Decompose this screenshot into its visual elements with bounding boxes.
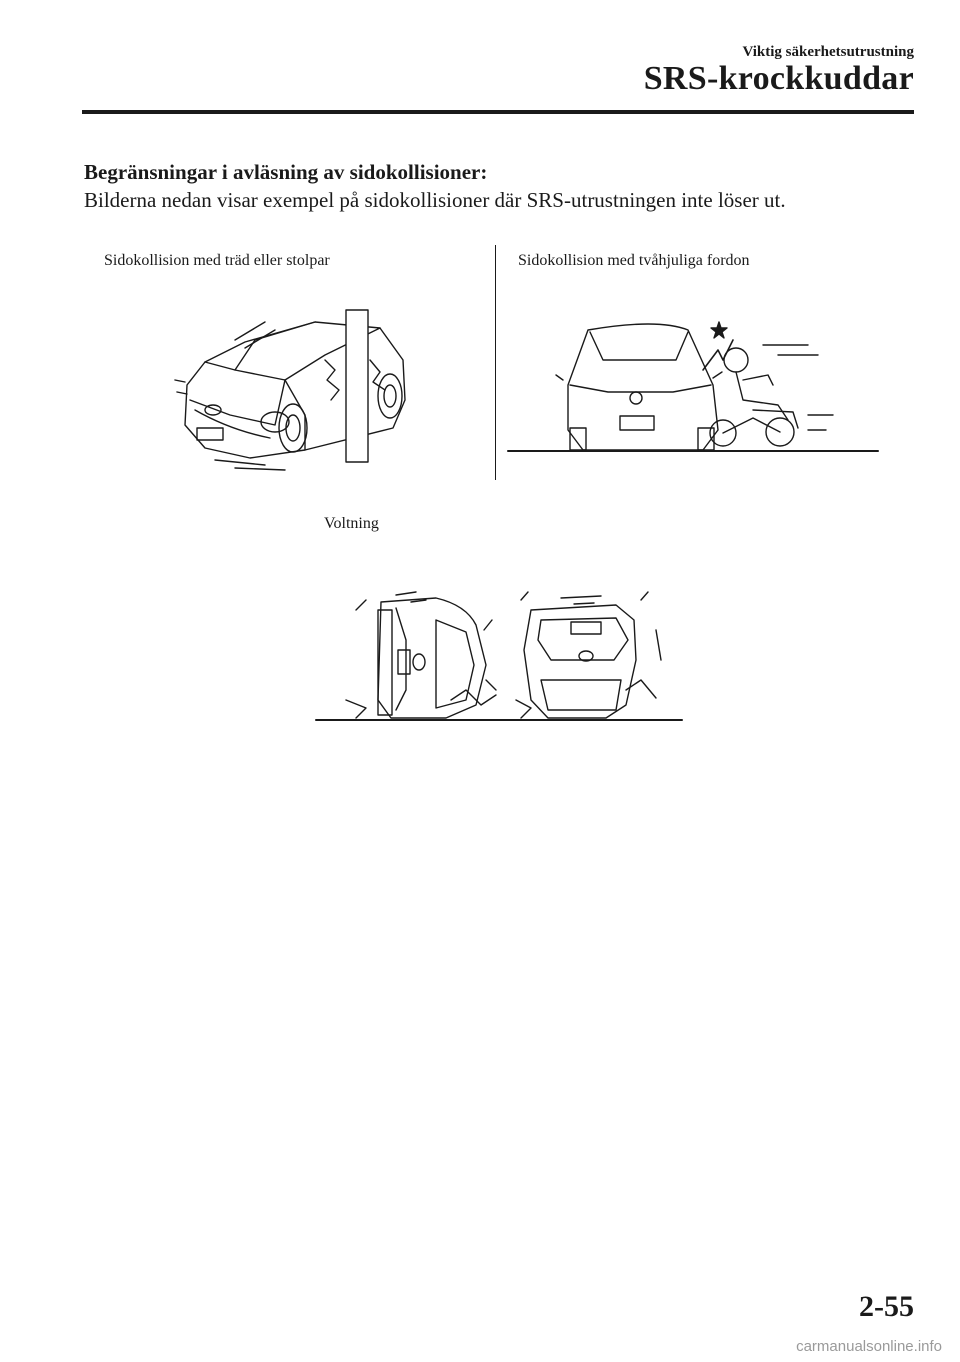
two-wheeler-collision-illustration <box>508 300 878 460</box>
header-subtitle: Viktig säkerhetsutrustning <box>742 44 914 60</box>
page-number: 2-55 <box>859 1290 914 1323</box>
rollover-illustration <box>316 580 682 725</box>
header-title: SRS-krockkuddar <box>643 60 914 97</box>
caption-two-wheeler-collision: Sidokollision med tvåhjuliga fordon <box>518 252 750 269</box>
section-body: Bilderna nedan visar exempel på sidokollisioner där SRS-utrustningen inte löser ut. <box>84 188 786 212</box>
watermark: carmanualsonline.info <box>796 1338 942 1355</box>
caption-pole-collision: Sidokollision med träd eller stolpar <box>104 252 330 269</box>
figure-divider <box>495 245 496 480</box>
section-heading: Begränsningar i avläsning av sidokollisioner: <box>84 160 488 184</box>
pole-collision-illustration <box>175 300 420 475</box>
caption-rollover: Voltning <box>324 515 379 532</box>
header-rule <box>82 110 914 114</box>
